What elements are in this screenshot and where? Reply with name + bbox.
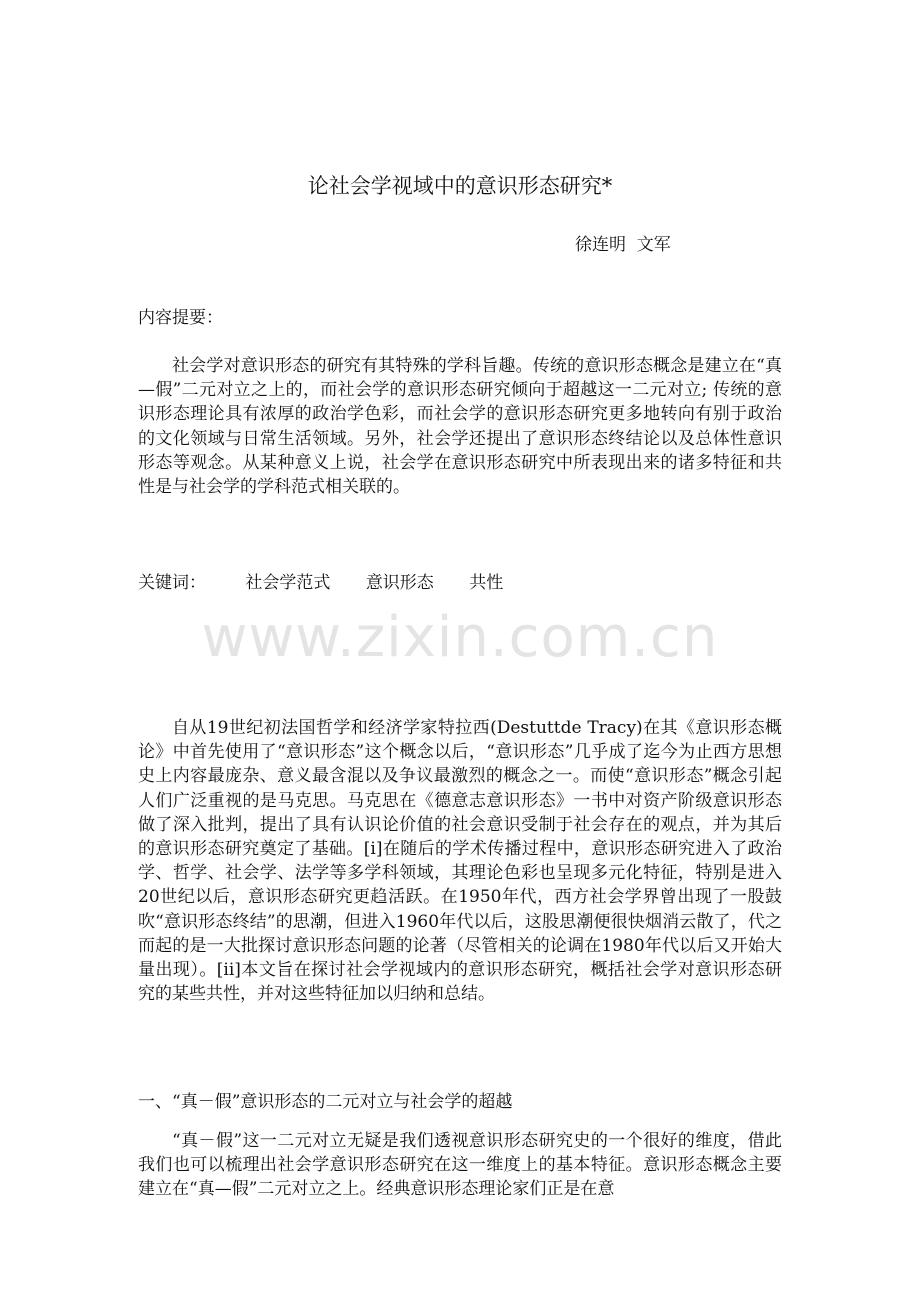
- keyword-1: 社会学范式: [245, 573, 331, 593]
- intro-paragraph: 自从19世纪初法国哲学和经济学家特拉西(Destuttde Tracy)在其《意识形态概论》中首先使用了“意识形态”这个概念以后，“意识形态”几乎成了迄今为止西方思想史上内容最庞杂、意义最含混以及争议最激烈的概念之一。而使“意识形态”概念引起人们广泛重视的是马克思。马克思在《德意志意识形态》一书中对资产阶级意识形态做了深入批判，提出了具有认识论价值的社会意识受制于社会存在的观点，并为其后的意识形态研究奠定了基础。[i]在随后的学术传播过程中，意识形态研究进入了政治学、哲学、社会学、法学等多学科领域，其理论色彩也呈现多元化特征，特别是进入20世纪以后，意识形态研究更趋活跃。在1950年代，西方社会学界曾出现了一股鼓吹“意识形态终结”的思潮，但进入1960年代以后，这股思潮便很快烟消云散了，代之而起的是一大批探讨意识形态问题的论著（尽管相关的论调在1980年代以后又开始大量出现）。[ii]本文旨在探讨社会学视域内的意识形态研究，概括社会学对意识形态研究的某些共性，并对这些特征加以归纳和总结。: [138, 718, 782, 1005]
- keyword-3: 共性: [469, 573, 504, 593]
- authors: 徐连明 文军: [575, 235, 671, 255]
- section-heading: 一、“真－假”意识形态的二元对立与社会学的超越: [138, 1092, 513, 1112]
- abstract-label: 内容提要：: [138, 308, 223, 328]
- abstract-paragraph: 社会学对意识形态的研究有其特殊的学科旨趣。传统的意识形态概念是建立在“真—假”二元对立之上的，而社会学的意识形态研究倾向于超越这一二元对立; 传统的意识形态理论具有浓厚的政治学色彩，而社会学的意识形态研究更多地转向有别于政治的文化领域与日常生活领域。另外，社会学还提出了意识形态终结论以及总体性意识形态等观念。从某种意义上说，社会学在意识形态研究中所表现出来的诸多特征和共性是与社会学的学科范式相关联的。: [138, 356, 782, 498]
- watermark: www.zixin.com.cn: [201, 605, 719, 670]
- document-title: 论社会学视域中的意识形态研究*: [307, 174, 613, 198]
- keyword-2: 意识形态: [365, 573, 434, 593]
- keywords-label: 关键词：: [138, 573, 206, 593]
- section-paragraph: “真－假”这一二元对立无疑是我们透视意识形态研究史的一个很好的维度，借此我们也可以梳理出社会学意识形态研究在这一维度上的基本特征。意识形态概念主要建立在“真—假”二元对立之上。经典意识形态理论家们正是在意: [138, 1131, 782, 1200]
- keywords-line: [138, 571, 533, 595]
